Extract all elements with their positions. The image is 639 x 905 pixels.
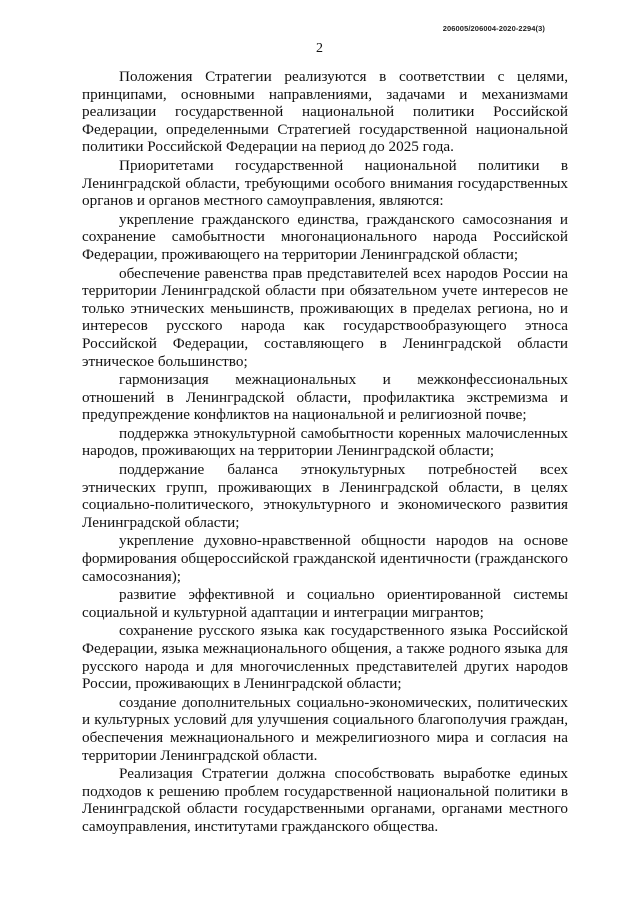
page-number: 2 [316, 41, 323, 56]
paragraph: поддержание баланса этнокультурных потребностей всех этнических групп, проживающих в Ленинградской области, в целях социально-политического, этнокультурного и экономического развития Ленинградской области; [82, 461, 568, 531]
document-id: 206005/206004-2020-2294(3) [442, 24, 545, 33]
paragraph: укрепление гражданского единства, гражданского самосознания и сохранение самобытности многонационального народа Российской Федерации, проживающего на территории Ленинградской области; [82, 210, 568, 263]
paragraph: создание дополнительных социально-экономических, политических и культурных условий для улучшения социального благополучия граждан, обеспечения межнационального и межрелигиозного мира и согласия на территории Ленинградской области. [82, 693, 568, 764]
paragraph: укрепление духовно-нравственной общности народов на основе формирования общероссийской гражданской идентичности (гражданского самосознания); [82, 532, 568, 585]
document-body [82, 68, 568, 837]
paragraph: сохранение русского языка как государственного языка Российской Федерации, языка межнационального общения, а также родного языка для русского народа и для многочисленных представителей других народов России, проживающих в Ленинградской области; [82, 622, 568, 693]
paragraph: гармонизация межнациональных и межконфессиональных отношений в Ленинградской области, профилактика экстремизма и предупреждение конфликтов на национальной и религиозной почве; [82, 371, 568, 424]
paragraph: Положения Стратегии реализуются в соответствии с целями, принципами, основными направлениями, задачами и механизмами реализации государственной национальной политики Российской Федерации, определенными Стратегией государственной национальной политики Российской Федерации на период до 2025 года. [82, 68, 568, 156]
paragraph: Реализация Стратегии должна способствовать выработке единых подходов к решению проблем государственной национальной политики в Ленинградской области государственными органами, органами местного самоуправления, институтами гражданского общества. [82, 765, 568, 835]
paragraph: обеспечение равенства прав представителей всех народов России на территории Ленинградской области при обязательном учете интересов не только этнических меньшинств, проживающих в пределах региона, но и интересов русского народа как государствообразующего этноса Российской Федерации, составляющего в Ленинградской области этническое большинство; [82, 264, 568, 370]
paragraph: поддержка этнокультурной самобытности коренных малочисленных народов, проживающих на территории Ленинградской области; [82, 424, 568, 460]
paragraph: развитие эффективной и социально ориентированной системы социальной и культурной адаптации и интеграции мигрантов; [82, 586, 568, 621]
paragraph: Приоритетами государственной национальной политики в Ленинградской области, требующими особого внимания государственных органов и органов местного самоуправления, являются: [82, 156, 568, 210]
